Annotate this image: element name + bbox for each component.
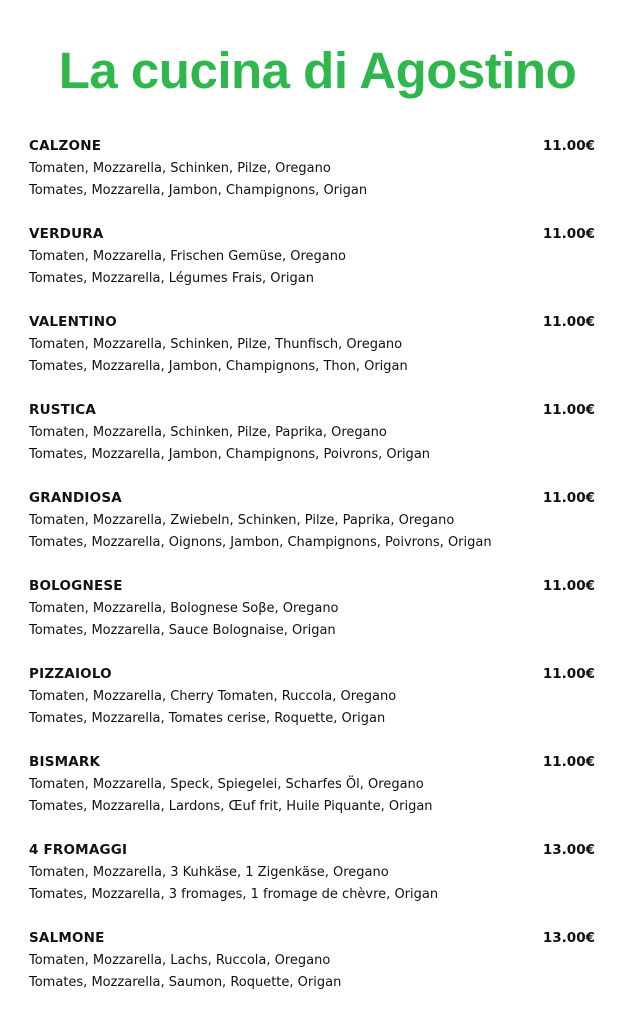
dish-ingredients-french: Tomates, Mozzarella, 3 fromages, 1 fromage de chèvre, Origan [29,887,439,902]
menu-item-rustica [29,400,599,488]
dish-name: SALMONE [29,930,105,946]
dish-ingredients-french: Tomates, Mozzarella, Jambon, Champignons, Thon, Origan [29,359,408,374]
dish-ingredients-french: Tomates, Mozzarella, Jambon, Champignons, Poivrons, Origan [29,447,431,462]
dish-ingredients-french: Tomates, Mozzarella, Jambon, Champignons, Origan [29,183,368,198]
dish-ingredients-french: Tomates, Mozzarella, Sauce Bolognaise, Origan [29,623,336,638]
dish-name: GRANDIOSA [29,490,122,506]
dish-ingredients-german: Tomaten, Mozzarella, Schinken, Pilze, Thunfisch, Oregano [29,337,403,352]
dish-price: 11.00€ [542,138,595,154]
dish-price: 11.00€ [542,578,595,594]
dish-name: CALZONE [29,138,102,154]
dish-ingredients-german: Tomaten, Mozzarella, Schinken, Pilze, Oregano [29,161,331,176]
dish-ingredients-french: Tomates, Mozzarella, Saumon, Roquette, Origan [29,975,342,990]
dish-price: 11.00€ [542,402,595,418]
menu-item-grandiosa [29,488,599,576]
menu-list [29,136,599,1016]
dish-ingredients-french: Tomates, Mozzarella, Tomates cerise, Roquette, Origan [29,711,386,726]
dish-price: 11.00€ [542,754,595,770]
dish-name: VALENTINO [29,314,117,330]
restaurant-title: La cucina di Agostino [58,42,577,99]
dish-name: RUSTICA [29,402,97,418]
dish-ingredients-german: Tomaten, Mozzarella, 3 Kuhkäse, 1 Zigenkäse, Oregano [29,865,389,880]
menu-item-pizzaiolo [29,664,599,752]
dish-name: PIZZAIOLO [29,666,112,682]
dish-name: 4 FROMAGGI [29,842,128,858]
dish-ingredients-french: Tomates, Mozzarella, Légumes Frais, Origan [29,271,314,286]
dish-price: 11.00€ [542,314,595,330]
dish-name: BOLOGNESE [29,578,123,594]
dish-price: 11.00€ [542,226,595,242]
dish-name: BISMARK [29,754,101,770]
dish-ingredients-german: Tomaten, Mozzarella, Lachs, Ruccola, Oregano [29,953,331,968]
dish-ingredients-french: Tomates, Mozzarella, Lardons, Œuf frit, Huile Piquante, Origan [29,799,433,814]
dish-ingredients-german: Tomaten, Mozzarella, Bolognese Soβe, Oregano [29,601,339,616]
dish-ingredients-german: Tomaten, Mozzarella, Speck, Spiegelei, Scharfes Öl, Oregano [29,777,424,792]
menu-item-salmone [29,928,599,1016]
dish-price: 11.00€ [542,490,595,506]
dish-ingredients-german: Tomaten, Mozzarella, Schinken, Pilze, Paprika, Oregano [29,425,387,440]
dish-ingredients-german: Tomaten, Mozzarella, Cherry Tomaten, Ruccola, Oregano [29,689,397,704]
menu-item-calzone [29,136,599,224]
menu-item-verdura [29,224,599,312]
dish-price: 13.00€ [542,930,595,946]
menu-item-bismark [29,752,599,840]
dish-ingredients-german: Tomaten, Mozzarella, Frischen Gemüse, Oregano [29,249,346,264]
dish-ingredients-french: Tomates, Mozzarella, Oignons, Jambon, Champignons, Poivrons, Origan [29,535,492,550]
dish-name: VERDURA [29,226,104,242]
dish-price: 11.00€ [542,666,595,682]
menu-item-4-fromaggi [29,840,599,928]
menu-item-bolognese [29,576,599,664]
menu-item-valentino [29,312,599,400]
dish-ingredients-german: Tomaten, Mozzarella, Zwiebeln, Schinken, Pilze, Paprika, Oregano [29,513,455,528]
dish-price: 13.00€ [542,842,595,858]
